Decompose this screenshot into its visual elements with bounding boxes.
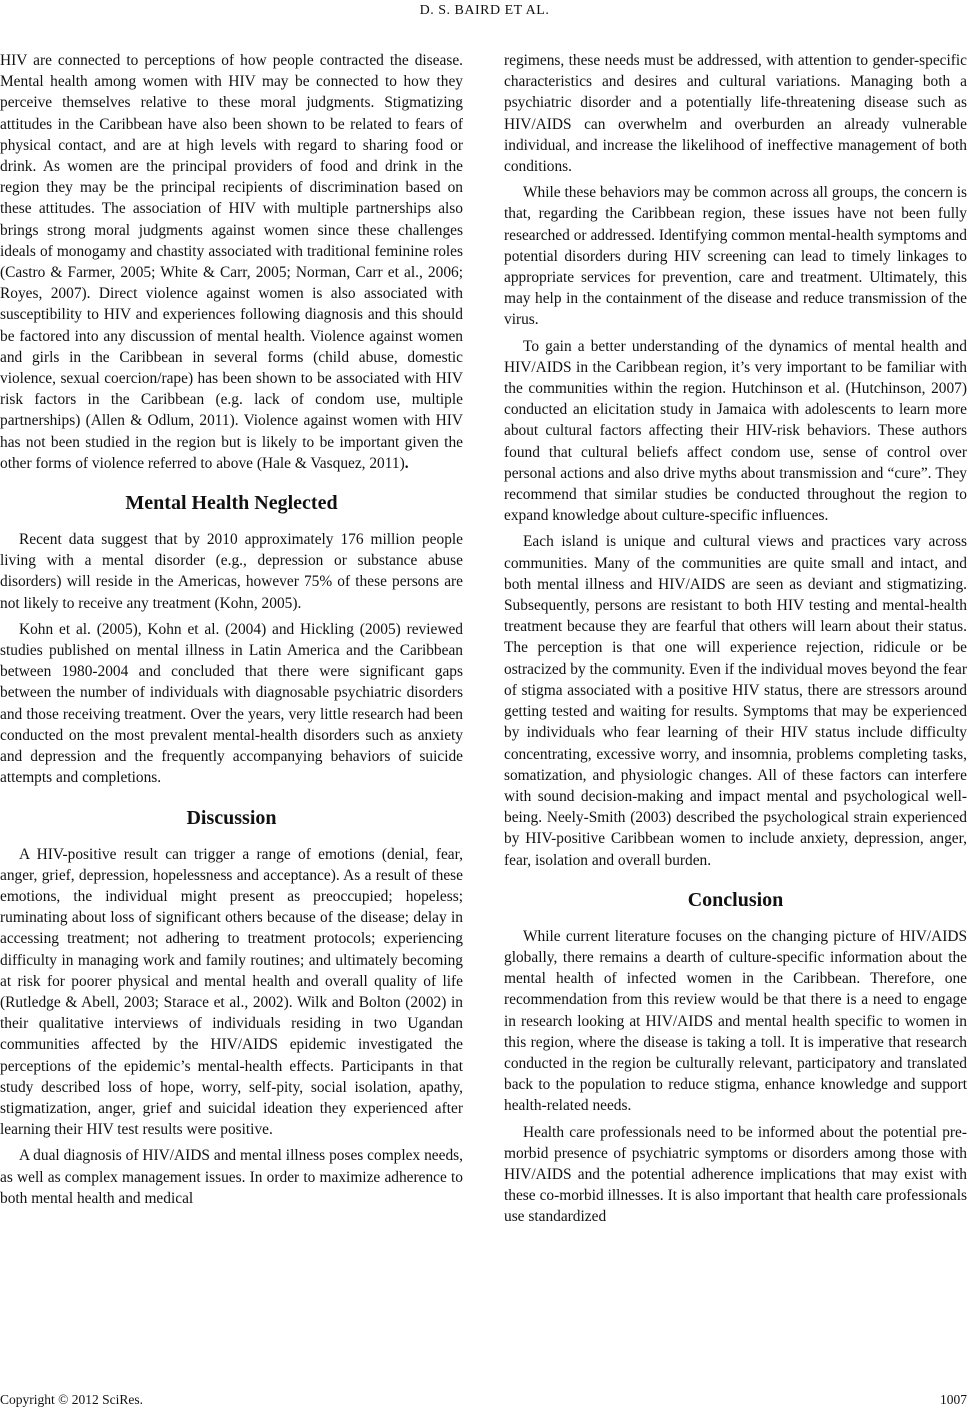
paragraph: Health care professionals need to be informed about the potential pre-morbid presence of psychiatric symptoms or disorders among those with HIV/AIDS and the potential adherence implications that may exist with these co-morbid illnesses. It is also important that health care professionals use standardized: [504, 1123, 967, 1226]
section-heading-conclusion: Conclusion: [687, 888, 784, 911]
paragraph-end-period: .: [404, 454, 409, 472]
section-heading-discussion: Discussion: [186, 806, 277, 829]
paragraph: A dual diagnosis of HIV/AIDS and mental illness poses complex needs, as well as complex management issues. In order to maximize adherence to both mental health and medical: [0, 1147, 463, 1207]
paragraph: Recent data suggest that by 2010 approximately 176 million people living with a mental disorder (e.g., depression or substance abuse disorders) will reside in the Americas, however 75% of these persons are not likely to receive any treatment (Kohn, 2005).: [0, 531, 463, 612]
paragraph: While these behaviors may be common across all groups, the concern is that, regarding the Caribbean region, these issues have not been fully researched or addressed. Identifying common mental-health symptoms and potential disorders during HIV screening can lead to timely linkages to appropriate services for prevention, care and treatment. Ultimately, this may help in the containment of the disease and reduce transmission of the virus.: [504, 184, 967, 329]
paragraph-text: HIV are connected to perceptions of how people contracted the disease. Mental health among women with HIV may be connected to how they perceive themselves relative to these moral judgments. Stigmatizing attitudes in the Caribbean have also been shown to be related to fears of physical contact, and are at high levels with regard to sharing food or drink. As women are the principal providers of food and drink in the region they may be the principal recipients of discrimination based on these attitudes. The association of HIV with multiple partnerships also brings strong moral judgments against women since these challenges ideals of monogamy and chastity associated with traditional feminine roles (Castro & Farmer, 2005; White & Carr, 2005; Norman, Carr et al., 2006; Royes, 2007). Direct violence against women is also associated with susceptibility to HIV and experiences following diagnosis and this should be factored into any discussion of mental health. Violence against women and girls in the Caribbean in several forms (child abuse, domestic violence, sexual coercion/rape) has been shown to be associated with HIV risk factors in the Caribbean (e.g. lack of condom use, multiple partnerships) (Allen & Odlum, 2011). Violence against women with HIV has not been studied in the region but is likely to be important given the other forms of violence referred to above (Hale & Vasquez, 2011): [0, 52, 463, 472]
right-column: [504, 50, 967, 1233]
left-column: [0, 50, 463, 1214]
paragraph: regimens, these needs must be addressed, with attention to gender-specific characteristics and desires and cultural variations. Managing both a psychiatric disorder and a potentially life-threatening disease such as HIV/AIDS can overwhelm and overburden an already vulnerable individual, and increase the likelihood of ineffective management of both conditions.: [504, 52, 967, 176]
running-head: D. S. BAIRD ET AL.: [419, 3, 550, 18]
paragraph: To gain a better understanding of the dynamics of mental health and HIV/AIDS in the Caribbean region, it’s very important to be familiar with the communities within the region. Hutchinson et al. (Hutchinson, 2007) conducted an elicitation study in Jamaica with adolescents to learn more about cultural factors affecting their HIV-risk behaviors. These authors found that cultural beliefs affect condom use, sense of control over personal actions and also drive myths about transmission and “cure”. They recommend that similar studies be conducted throughout the region to expand knowledge about culture-specific influences.: [504, 337, 967, 525]
copyright-notice: Copyright © 2012 SciRes.: [0, 1392, 144, 1407]
paragraph: A HIV-positive result can trigger a range of emotions (denial, fear, anger, grief, depression, hopelessness and acceptance). As a result of these emotions, the individual might present as preoccupied; hopeless; ruminating about loss of significant others because of the disease; delay in accessing treatment; not adhering to treatment protocols; experiencing difficulty in managing work and family routines; and ultimately becoming at risk for poorer physical and mental health and overall quality of life (Rutledge & Abell, 2003; Starace et al., 2002). Wilk and Bolton (2002) in their qualitative interviews of individuals residing in two Ugandan communities affected by the HIV/AIDS epidemic investigated the perceptions of the epidemic’s mental-health effects. Participants in that study described loss of hope, worry, self-pity, social isolation, apathy, stigmatization, anger, grief and suicidal ideation they experienced after learning their HIV test results were positive.: [0, 845, 463, 1139]
section-heading-mental-health-neglected: Mental Health Neglected: [125, 492, 338, 515]
paragraph: While current literature focuses on the changing picture of HIV/AIDS globally, there remains a dearth of culture-specific information about the mental health of infected women in the Caribbean. Therefore, one recommendation from this review would be that there is a need to engage in research looking at HIV/AIDS and mental health specific to women in this region, where the disease is taking a toll. It is imperative that research conducted in the region be culturally relevant, participatory and translated back to the population to reduce stigma, enhance knowledge and support health-related needs.: [504, 927, 967, 1115]
page-number: 1007: [940, 1392, 967, 1407]
paragraph: [0, 50, 463, 474]
paragraph: Each island is unique and cultural views and practices vary across communities. Many of the communities are quite small and intact, and both mental illness and HIV/AIDS are seen as deviant and stigmatizing. Subsequently, persons are resistant to both HIV testing and mental-health treatment because they are fearful that others will learn about their status. The perception is that one will experience rejection, ridicule or be ostracized by the community. Even if the individual moves beyond the fear of stigma associated with a positive HIV status, there are stressors around getting tested and waiting for results. Symptoms that may be experienced by individuals who fear learning of their HIV status include difficulty concentrating, excessive worry, and insomnia, problems completing tasks, somatization, and physiologic changes. All of these factors can interfere with sound decision-making and impact mental and psychological well-being. Neely-Smith (2003) described the psychological strain experienced by HIV-positive Caribbean women to include anxiety, depression, anger, fear, isolation and overall burden.: [504, 533, 967, 869]
paragraph: Kohn et al. (2005), Kohn et al. (2004) and Hickling (2005) reviewed studies published on mental illness in Latin America and the Caribbean between 1980-2004 and concluded that there were significant gaps between the number of individuals with diagnosable psychiatric disorders and those receiving treatment. Over the years, very little research had been conducted on the most prevalent mental-health disorders such as anxiety and depression and the frequently accompanying behaviors of suicide attempts and completions.: [0, 620, 463, 787]
